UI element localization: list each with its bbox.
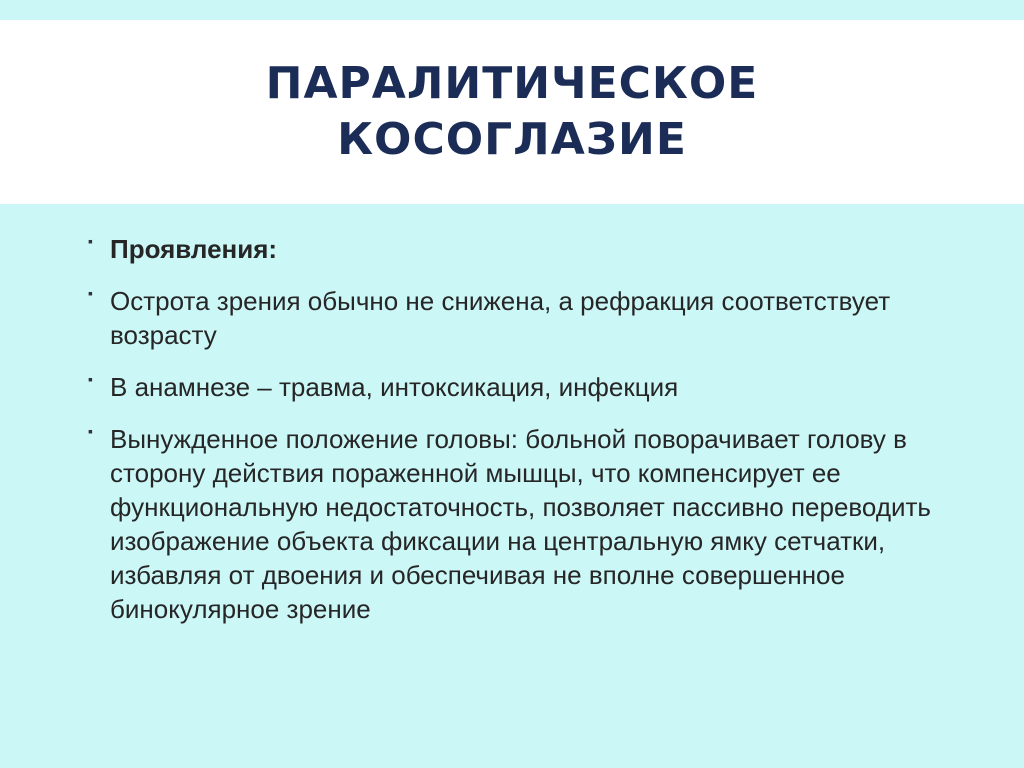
bullet-item-heading <box>88 232 968 266</box>
bullet-text: Острота зрения обычно не снижена, а рефракция соответствует возрасту <box>110 286 891 350</box>
bullet-item <box>88 370 968 404</box>
bullet-list <box>88 232 968 644</box>
slide-title-line-1: ПАРАЛИТИЧЕСКОЕ <box>265 58 759 109</box>
bullet-marker-icon: ▪ <box>88 371 93 387</box>
bullet-text: Вынужденное положение головы: больной поворачивает голову в сторону действия пораженной мышцы, что компенсирует ее функциональную недостаточность, позволяет пассивно переводить изображение объекта фиксации на центральную ямку сетчатки, избавляя от двоения и обеспечивая не вполне совершенное бинокулярное зрение <box>110 424 931 624</box>
title-band <box>0 20 1024 204</box>
bullet-item <box>88 422 968 626</box>
bullet-item <box>88 284 968 352</box>
bullet-marker-icon: ▪ <box>88 285 93 301</box>
bullet-text: Проявления: <box>110 234 278 264</box>
bullet-marker-icon: ▪ <box>88 423 93 439</box>
bullet-text: В анамнезе – травма, интоксикация, инфекция <box>110 372 679 402</box>
bullet-marker-icon: ▪ <box>88 233 93 249</box>
slide-title-line-2: КОСОГЛАЗИЕ <box>337 114 687 165</box>
